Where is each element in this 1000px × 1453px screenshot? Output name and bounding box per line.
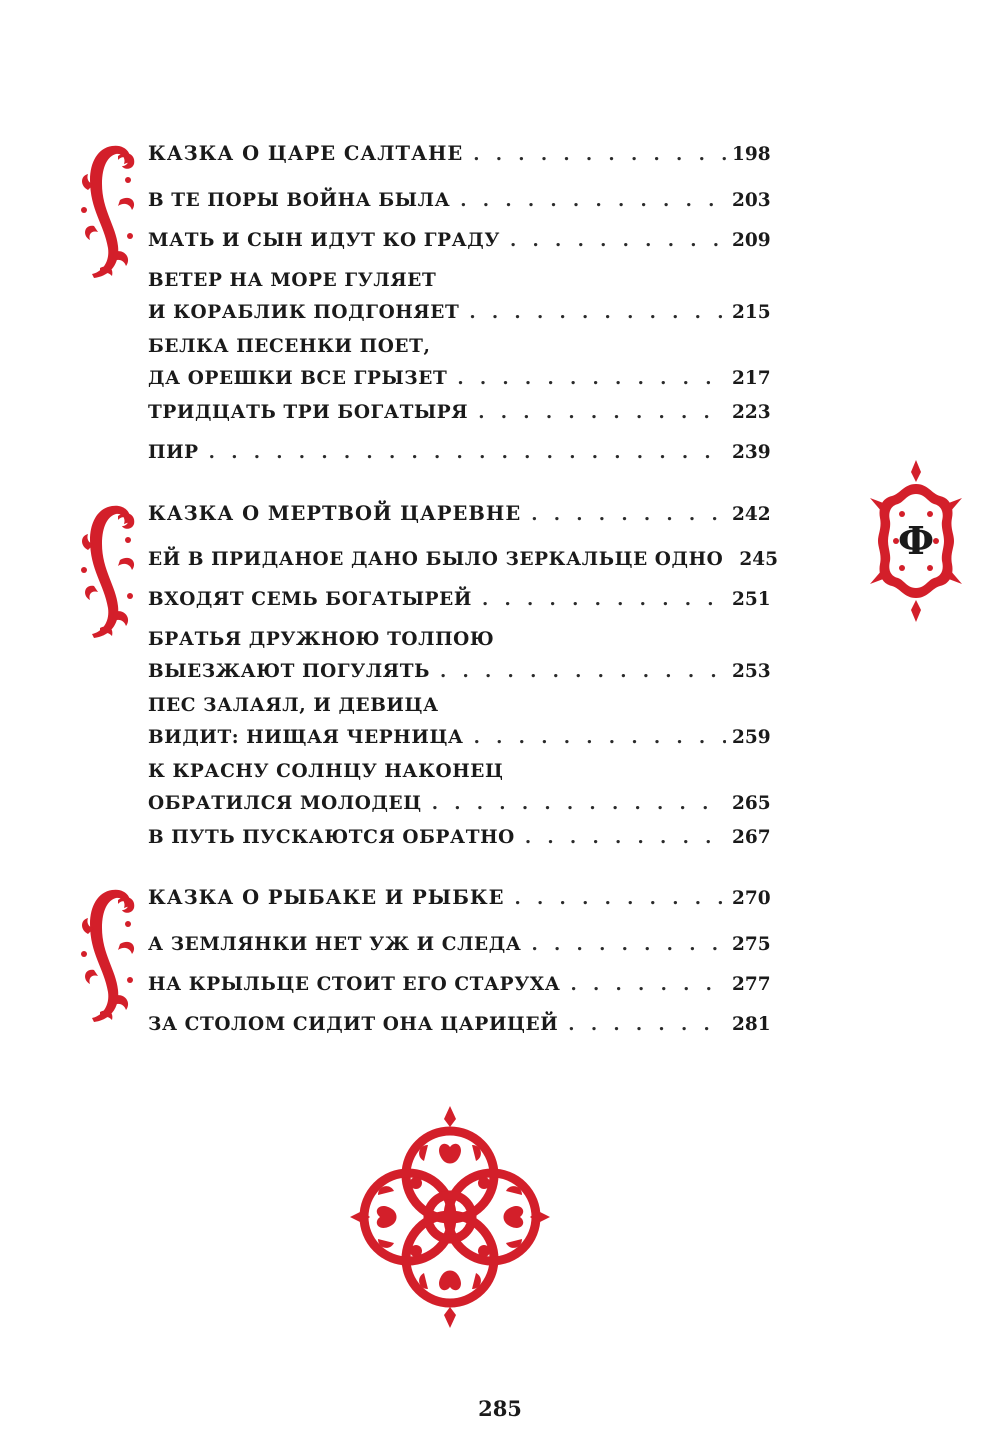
- toc-entry-title: МАТЬ И СЫН ИДУТ КО ГРАДУ: [148, 230, 500, 251]
- dot-leader: [209, 439, 726, 467]
- toc-page-number: 223: [732, 402, 771, 423]
- toc-entry-title-line2: ОБРАТИЛСЯ МОЛОДЕЦ: [148, 793, 422, 814]
- toc-entry-title: КАЗКА О РЫБАКЕ И РЫБКЕ: [148, 886, 505, 909]
- toc-entry[interactable]: [148, 692, 770, 752]
- toc-entry-title: ВХОДЯТ СЕМЬ БОГАТЫРЕЙ: [148, 589, 472, 610]
- toc-entry-title: В ТЕ ПОРЫ ВОЙНА БЫЛА: [148, 190, 451, 211]
- toc-entry[interactable]: [148, 626, 770, 686]
- toc-page-number: 253: [732, 661, 771, 682]
- toc-entry[interactable]: [148, 824, 770, 852]
- emblem-letter: Ф: [897, 518, 935, 563]
- toc-entry[interactable]: [148, 187, 770, 215]
- dot-leader: [531, 931, 726, 959]
- dot-leader: [568, 1011, 726, 1039]
- toc-entry-heading[interactable]: [148, 140, 770, 168]
- toc-page-number: 245: [739, 549, 778, 570]
- dot-leader: [474, 724, 726, 752]
- toc-page-number: 198: [732, 144, 771, 165]
- toc-page-number: 242: [732, 504, 771, 525]
- toc-entry-heading[interactable]: [148, 884, 770, 912]
- toc-entry-title: КАЗКА О МЕРТВОЙ ЦАРЕВНЕ: [148, 502, 522, 525]
- dot-leader: [469, 299, 726, 327]
- toc-entry-title-line1: ВЕТЕР НА МОРЕ ГУЛЯЕТ: [148, 270, 437, 291]
- page-number: 285: [478, 1396, 522, 1421]
- toc-page-number: 265: [732, 793, 771, 814]
- toc-page-number: 270: [732, 888, 771, 909]
- toc-page-number: 239: [732, 442, 771, 463]
- dot-leader: [440, 658, 726, 686]
- toc-page-number: 215: [732, 302, 771, 323]
- toc-entry[interactable]: [148, 333, 770, 393]
- dot-leader: [525, 824, 726, 852]
- toc-entry[interactable]: [148, 586, 770, 614]
- toc-entry-title: В ПУТЬ ПУСКАЮТСЯ ОБРАТНО: [148, 827, 515, 848]
- toc-entry-title: ЗА СТОЛОМ СИДИТ ОНА ЦАРИЦЕЙ: [148, 1014, 559, 1035]
- decorative-dropcap: [78, 884, 140, 1026]
- toc-page-number: 259: [732, 727, 771, 748]
- toc-entry[interactable]: [148, 1011, 770, 1039]
- toc-entry-title-line1: К КРАСНУ СОЛНЦУ НАКОНЕЦ: [148, 761, 504, 782]
- toc-page-number: 277: [732, 974, 771, 995]
- dot-leader: [514, 885, 726, 913]
- toc-entry[interactable]: [148, 439, 770, 467]
- dot-leader: [473, 141, 726, 169]
- toc-entry[interactable]: [148, 971, 770, 999]
- toc-entry-title: НА КРЫЛЬЦЕ СТОИТ ЕГО СТАРУХА: [148, 974, 561, 995]
- dot-leader: [482, 586, 726, 614]
- toc-page-number: 281: [732, 1014, 771, 1035]
- toc-page-number: 217: [732, 368, 771, 389]
- toc-entry[interactable]: [148, 758, 770, 818]
- toc-entry-title-line1: ПЕС ЗАЛАЯЛ, И ДЕВИЦА: [148, 695, 439, 716]
- toc-page-number: 209: [732, 230, 771, 251]
- toc-page-number: 251: [732, 589, 771, 610]
- dot-leader: [457, 365, 726, 393]
- section-emblem-icon: [868, 458, 964, 624]
- toc-page-number: 267: [732, 827, 771, 848]
- decorative-rosette-icon: [350, 1106, 550, 1328]
- toc-entry-title-line2: И КОРАБЛИК ПОДГОНЯЕТ: [148, 302, 460, 323]
- toc-entry-title: ТРИДЦАТЬ ТРИ БОГАТЫРЯ: [148, 402, 469, 423]
- toc-entry[interactable]: [148, 267, 770, 327]
- toc-entry-heading[interactable]: [148, 500, 770, 528]
- toc-entry[interactable]: [148, 931, 770, 959]
- toc-entry-title-line2: ДА ОРЕШКИ ВСЕ ГРЫЗЕТ: [148, 368, 448, 389]
- toc-entry-title-line1: БРАТЬЯ ДРУЖНОЮ ТОЛПОЮ: [148, 629, 495, 650]
- toc-entry[interactable]: [148, 399, 770, 427]
- dot-leader: [510, 227, 726, 255]
- toc-entry-title: А ЗЕМЛЯНКИ НЕТ УЖ И СЛЕДА: [148, 934, 522, 955]
- decorative-dropcap: [78, 500, 140, 642]
- toc-entry-title-line2: ВИДИТ: НИЩАЯ ЧЕРНИЦА: [148, 727, 464, 748]
- dot-leader: [570, 971, 726, 999]
- decorative-dropcap: [78, 140, 140, 282]
- toc-entry[interactable]: [148, 227, 770, 255]
- toc-entry-title: ПИР: [148, 442, 199, 463]
- dot-leader: [531, 501, 726, 529]
- toc-entry[interactable]: [148, 546, 778, 574]
- toc-page-number: 203: [732, 190, 771, 211]
- dot-leader: [432, 790, 726, 818]
- toc-entry-title-line2: ВЫЕЗЖАЮТ ПОГУЛЯТЬ: [148, 661, 430, 682]
- toc-page-number: 275: [732, 934, 771, 955]
- toc-entry-title-line1: БЕЛКА ПЕСЕНКИ ПОЕТ,: [148, 336, 431, 357]
- toc-entry-title: ЕЙ В ПРИДАНОЕ ДАНО БЫЛО ЗЕРКАЛЬЦЕ ОДНО: [148, 549, 724, 570]
- dot-leader: [460, 187, 726, 215]
- toc-entry-title: КАЗКА О ЦАРЕ САЛТАНЕ: [148, 142, 464, 165]
- dot-leader: [478, 399, 726, 427]
